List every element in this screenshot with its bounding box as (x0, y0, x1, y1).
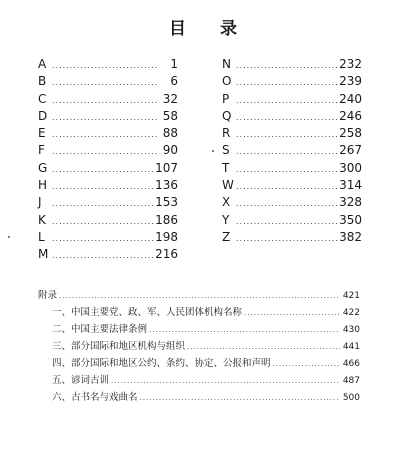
appendix-item-label: 六、古书名与戏曲名 (52, 392, 138, 403)
index-letter: K (38, 212, 46, 227)
appendix-item[interactable] (38, 338, 360, 355)
leader-dots (52, 247, 153, 264)
index-page: 216 (155, 247, 178, 262)
index-page: 232 (339, 57, 362, 71)
index-letter: F (38, 143, 45, 158)
index-letter: Q (222, 108, 232, 123)
appendix-item[interactable] (38, 355, 360, 372)
leader-dots (236, 161, 337, 178)
index-entry[interactable] (222, 229, 362, 246)
index-page: 198 (155, 229, 178, 244)
index-letter: M (38, 247, 49, 262)
leader-dots (52, 161, 153, 178)
index-entry[interactable] (222, 125, 362, 142)
leader-dots (52, 109, 158, 126)
index-page: 153 (155, 195, 178, 210)
scan-speck (8, 236, 10, 238)
leader-dots (236, 74, 337, 91)
leader-dots (236, 109, 337, 126)
index-entry[interactable] (38, 108, 178, 125)
index-column-left (38, 56, 178, 264)
leader-dots (52, 126, 158, 143)
appendix-item-page: 500 (342, 393, 360, 403)
index-page: 239 (339, 74, 362, 89)
appendix-label: 附录 (38, 290, 58, 301)
index-column-right (222, 56, 362, 246)
index-page: 107 (155, 160, 178, 175)
index-letter: E (38, 126, 46, 141)
appendix-item-page: 487 (342, 376, 360, 386)
index-entry[interactable] (38, 91, 178, 108)
index-page: 136 (155, 178, 178, 193)
index-letter: W (222, 178, 234, 193)
index-entry[interactable] (38, 56, 178, 73)
leader-dots (236, 195, 337, 212)
index-entry[interactable] (38, 229, 178, 246)
appendix-section (38, 287, 360, 406)
index-letter: R (222, 126, 231, 141)
index-letter: C (38, 91, 47, 106)
appendix-item-page: 422 (342, 308, 360, 318)
index-page: 267 (339, 143, 362, 158)
leader-dots (59, 288, 340, 305)
index-entry[interactable] (38, 194, 178, 211)
leader-dots (236, 230, 337, 247)
index-letter: O (222, 74, 232, 89)
index-page: 246 (339, 108, 362, 123)
index-entry[interactable] (222, 108, 362, 125)
index-page: 382 (339, 229, 362, 244)
index-letter: J (38, 195, 42, 210)
index-entry[interactable] (222, 194, 362, 211)
leader-dots (52, 195, 153, 212)
appendix-item-page: 466 (342, 359, 360, 369)
index-page: 328 (339, 195, 362, 210)
appendix-item[interactable] (38, 304, 360, 321)
index-letter: G (38, 160, 48, 175)
index-entry[interactable] (38, 177, 178, 194)
index-entry[interactable] (38, 73, 178, 90)
index-entry[interactable] (222, 177, 362, 194)
index-entry[interactable] (38, 212, 178, 229)
index-page: 186 (155, 212, 178, 227)
leader-dots (111, 373, 340, 390)
appendix-item-label: 三、部分国际和地区机构与组织 (52, 341, 186, 352)
leader-dots (236, 213, 337, 230)
leader-dots (236, 92, 337, 109)
leader-dots (244, 305, 340, 322)
appendix-page: 421 (342, 291, 360, 301)
index-letter: D (38, 108, 48, 123)
index-page: 300 (339, 160, 362, 175)
index-page: 240 (339, 91, 362, 106)
index-page: 32 (162, 91, 178, 106)
index-entry[interactable] (38, 160, 178, 177)
leader-dots (187, 339, 340, 356)
index-page: 1 (170, 57, 178, 71)
appendix-item-label: 二、中国主要法律条例 (52, 324, 148, 335)
appendix-heading[interactable] (38, 287, 360, 304)
index-entry[interactable] (38, 142, 178, 159)
index-entry[interactable] (222, 73, 362, 90)
leader-dots (140, 390, 340, 407)
index-entry[interactable] (222, 142, 362, 159)
index-entry[interactable] (38, 125, 178, 142)
page-title: 目 录 (169, 19, 251, 39)
index-entry[interactable] (222, 56, 362, 73)
leader-dots (52, 74, 158, 91)
appendix-item-label: 四、部分国际和地区公约、条约、协定、公报和声明 (52, 358, 271, 369)
leader-dots (52, 57, 158, 74)
index-page: 58 (162, 108, 178, 123)
index-entry[interactable] (38, 246, 178, 263)
leader-dots (149, 322, 340, 339)
index-entry[interactable] (222, 91, 362, 108)
appendix-item[interactable] (38, 372, 360, 389)
index-page: 6 (170, 74, 178, 89)
index-entry[interactable] (222, 212, 362, 229)
leader-dots (236, 57, 337, 74)
index-letter: N (222, 57, 231, 71)
index-letter: S (222, 143, 230, 158)
index-letter: X (222, 195, 231, 210)
appendix-item-label: 五、谚词古训 (52, 375, 110, 386)
leader-dots (273, 356, 340, 373)
index-letter: T (222, 160, 230, 175)
leader-dots (52, 230, 153, 247)
appendix-item-page: 441 (342, 342, 360, 352)
appendix-item-page: 430 (342, 325, 360, 335)
index-page: 350 (339, 212, 362, 227)
leader-dots (236, 178, 337, 195)
index-entry[interactable] (222, 160, 362, 177)
leader-dots (236, 126, 337, 143)
leader-dots (52, 178, 153, 195)
index-letter: P (222, 91, 230, 106)
index-page: 90 (162, 143, 178, 158)
index-letter: B (38, 74, 47, 89)
index-letter: H (38, 178, 48, 193)
index-page: 314 (339, 178, 362, 193)
index-letter: A (38, 57, 47, 71)
appendix-item-label: 一、中国主要党、政、军、人民团体机构名称 (52, 307, 243, 318)
leader-dots (52, 143, 158, 160)
index-page: 258 (339, 126, 362, 141)
leader-dots (236, 143, 337, 160)
index-letter: Z (222, 229, 231, 244)
leader-dots (52, 213, 153, 230)
appendix-item[interactable] (38, 389, 360, 406)
index-letter: L (38, 229, 45, 244)
index-page: 88 (162, 126, 178, 141)
leader-dots (52, 92, 158, 109)
appendix-item[interactable] (38, 321, 360, 338)
index-letter: Y (222, 212, 230, 227)
scan-speck (212, 150, 214, 152)
